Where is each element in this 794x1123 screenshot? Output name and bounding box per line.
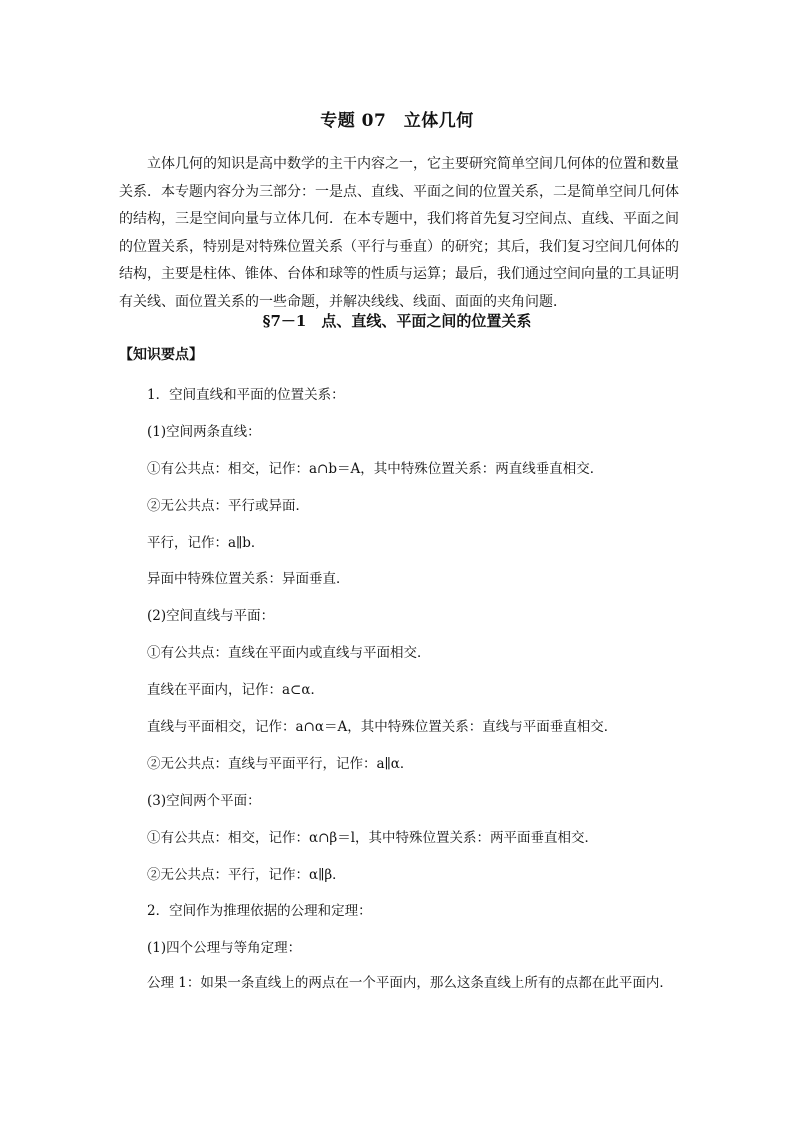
list-item: ①有公共点：相交，记作：a∩b＝A，其中特殊位置关系：两直线垂直相交． <box>147 460 604 477</box>
list-item: 异面中特殊位置关系：异面垂直． <box>147 571 350 588</box>
list-item: ①有公共点：相交，记作：α∩β＝l，其中特殊位置关系：两平面垂直相交． <box>147 829 599 846</box>
list-item: 1．空间直线和平面的位置关系： <box>147 387 345 403</box>
knowledge-list <box>119 380 679 996</box>
list-item: 平行，记作：a∥b． <box>147 534 265 551</box>
list-item: ②无公共点：平行，记作：α∥β． <box>147 866 346 883</box>
page-title: 专题 07 立体几何 <box>320 111 474 131</box>
list-item: ①有公共点：直线在平面内或直线与平面相交． <box>147 645 431 662</box>
list-item: 直线与平面相交，记作：a∩α＝A，其中特殊位置关系：直线与平面垂直相交． <box>147 719 618 736</box>
list-item: 直线在平面内，记作：a⊂α． <box>147 682 324 699</box>
list-item: (1)四个公理与等角定理： <box>147 940 302 957</box>
intro-paragraph: 立体几何的知识是高中数学的主干内容之一，它主要研究简单空间几何体的位置和数量关系．本专题内容分为三部分：一是点、直线、平面之间的位置关系，二是简单空间几何体的结构，三是空间向量与立体几何．在本专题中，我们将首先复习空间点、直线、平面之间的位置关系，特别是对特殊位置关系（平行与垂直）的研究；其后，我们复习空间几何体的结构，主要是柱体、锥体、台体和球等的性质与运算；最后，我们通过空间向量的工具证明有关线、面位置关系的一些命题，并解决线线、线面、面面的夹角问题． <box>119 156 679 310</box>
knowledge-heading: 【知识要点】 <box>119 347 203 363</box>
list-item: (2)空间直线与平面： <box>147 608 275 625</box>
list-item: (3)空间两个平面： <box>147 792 261 809</box>
list-item: 公理 1：如果一条直线上的两点在一个平面内，那么这条直线上所有的点都在此平面内． <box>147 975 673 992</box>
list-item: 2．空间作为推理依据的公理和定理： <box>147 903 372 920</box>
list-item: (1)空间两条直线： <box>147 423 261 440</box>
list-item: ②无公共点：直线与平面平行，记作：a∥α． <box>147 755 414 772</box>
section-title: §7－1 点、直线、平面之间的位置关系 <box>262 312 532 330</box>
list-item: ②无公共点：平行或异面． <box>147 497 309 514</box>
